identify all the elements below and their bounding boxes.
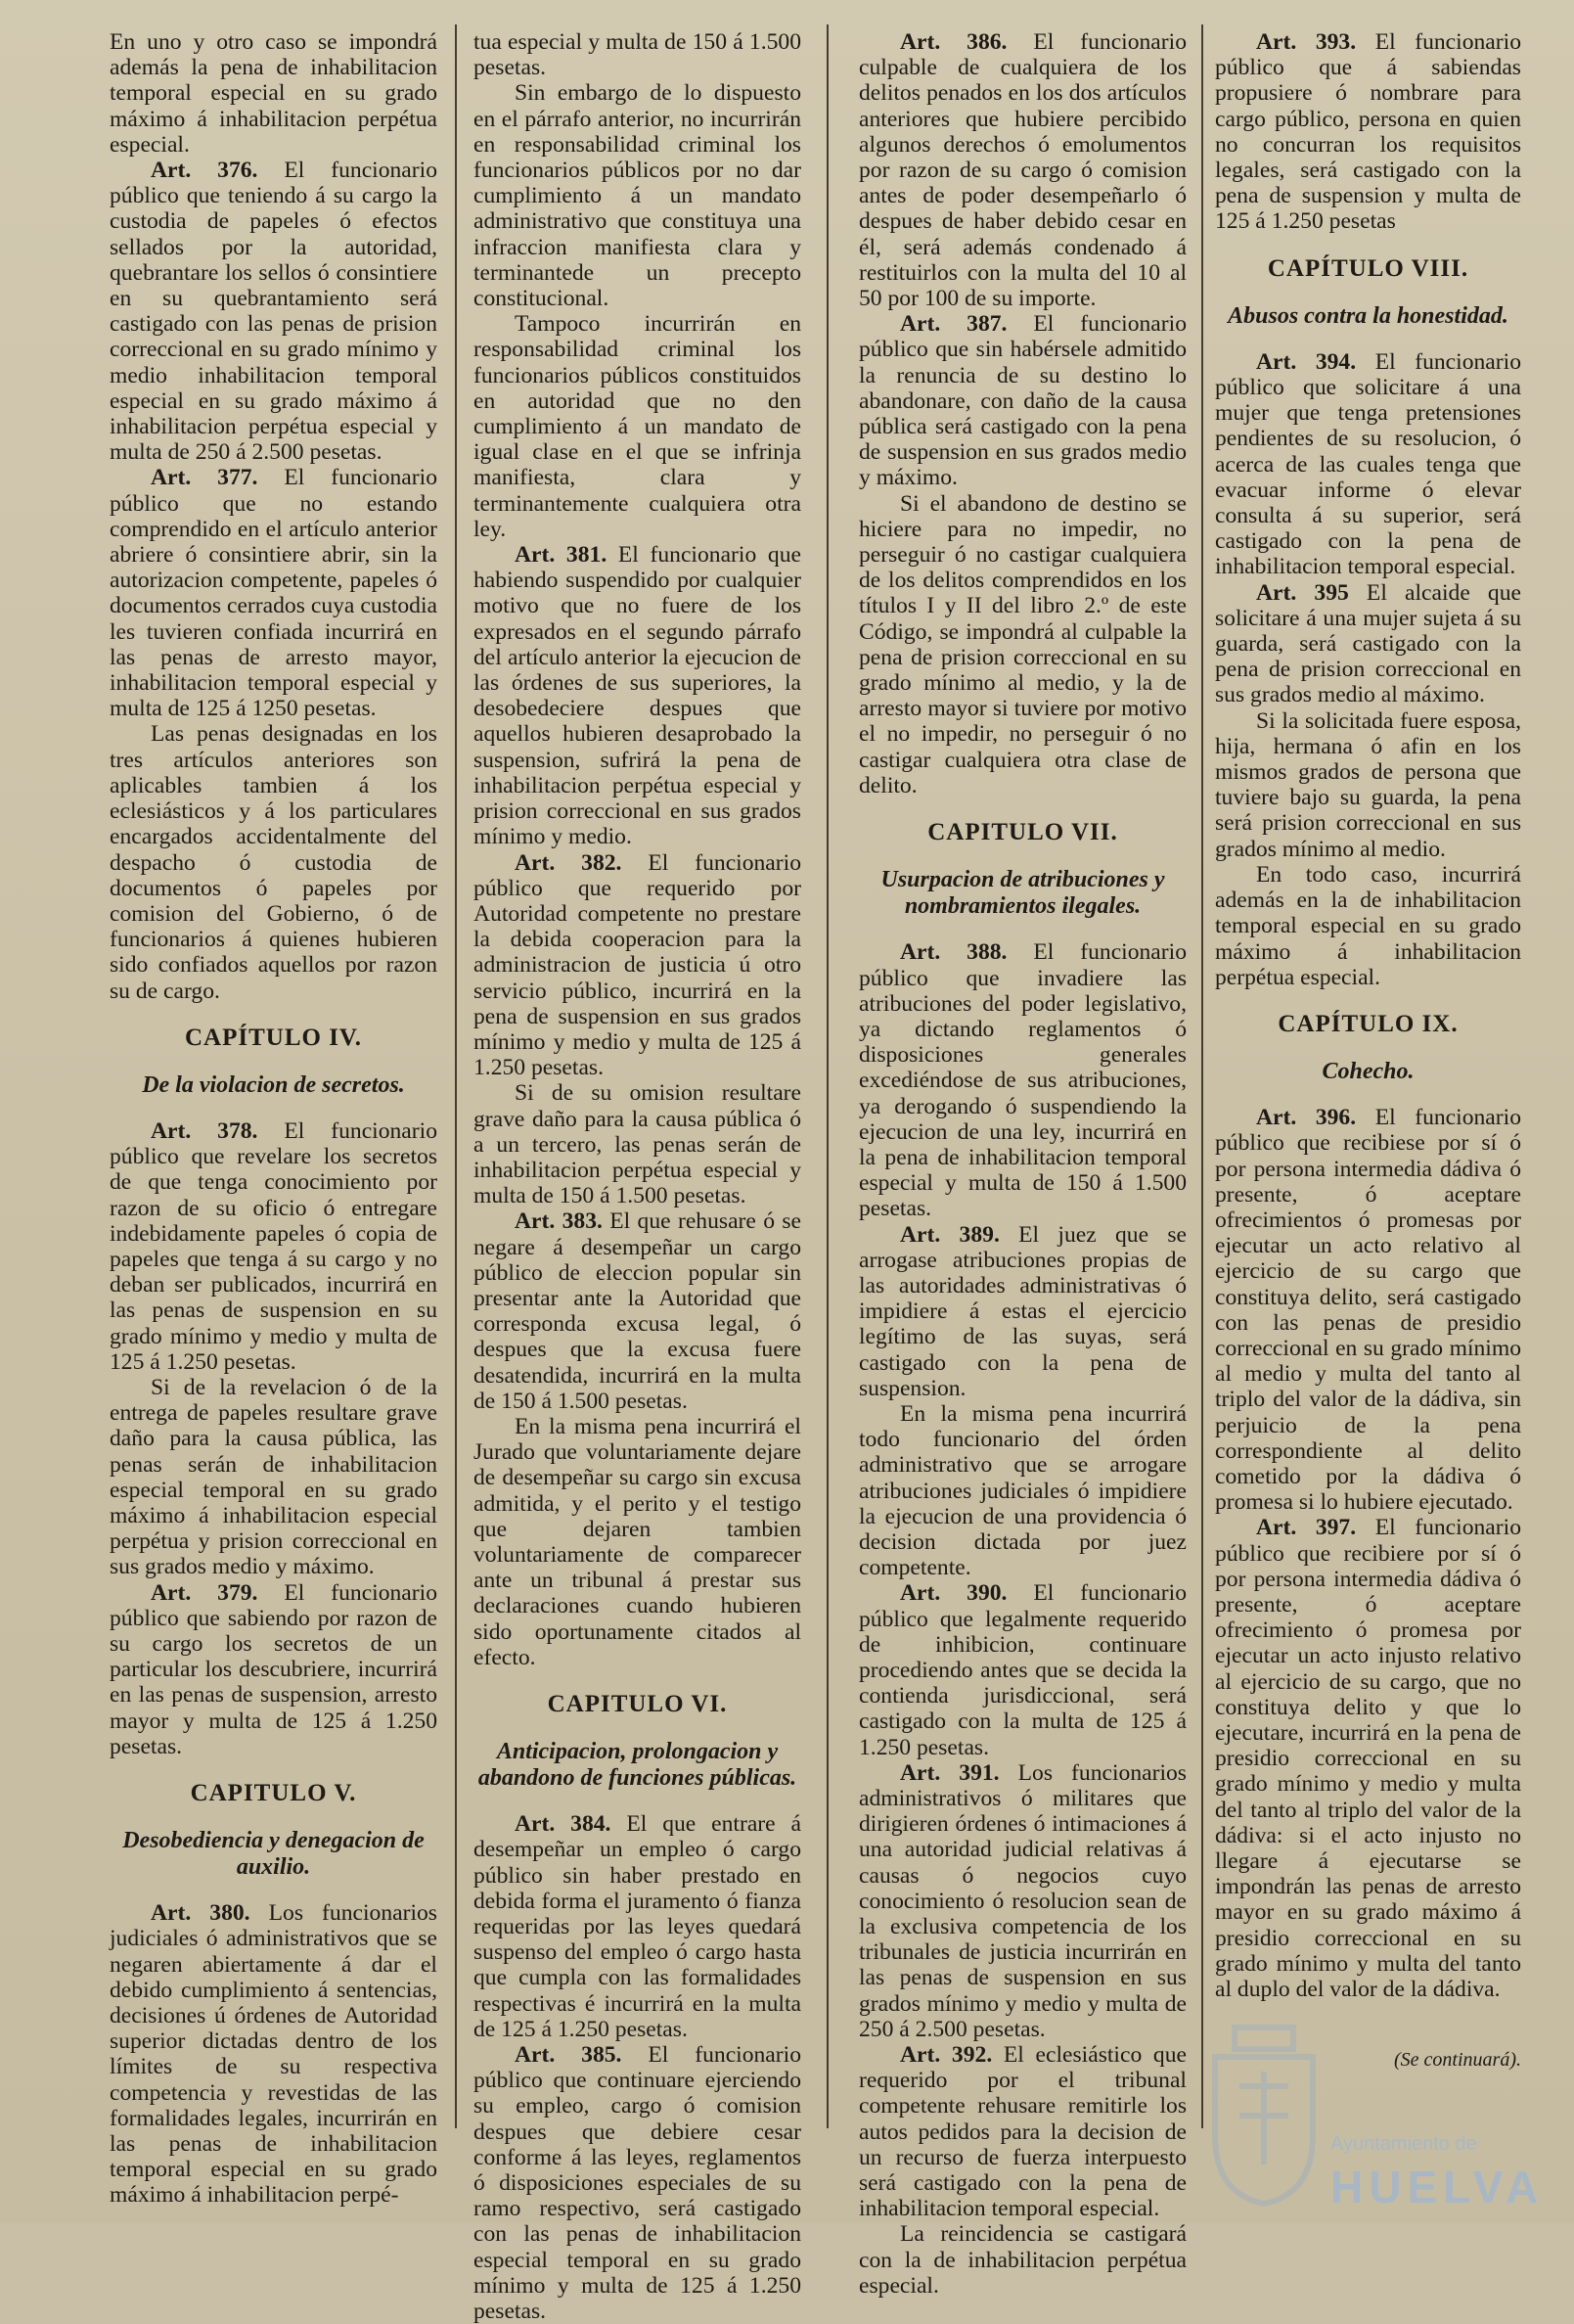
chapter-heading: CAPITULO VII. xyxy=(927,819,1118,846)
article-number: Art. 377. xyxy=(151,465,258,491)
paragraph xyxy=(1215,862,1521,990)
article-paragraph xyxy=(859,311,1187,490)
paragraph-text: El eclesiástico que requerido por el tribunal competente rehusare remitirle los autos pedidos para la decision de un recurso de fuerza interpuesto será castigado con la pena de inhabilitacion temporal especial. xyxy=(859,2042,1187,2222)
paragraph-text: El funcionario público que continuare ejerciendo su empleo, cargo ó comision despues que debiere cesar conforme á las leyes, reglamentos ó disposiciones especiales de su ramo respectivo, será castigado con las penas de inhabilitacion especial temporal en su grado mínimo y multa de 125 á 1.250 pesetas. xyxy=(473,2042,801,2324)
article-number: Art. 391. xyxy=(900,1759,1000,1786)
paragraph-text: La reincidencia se castigará con la de inhabilitacion perpétua especial. xyxy=(859,2221,1187,2299)
paragraph-text: Si de su omision resultare grave daño para la causa pública ó a un tercero, las penas serán de inhabilitacion perpétua especial y multa de 150 á 1.500 pesetas. xyxy=(473,1080,801,1209)
paragraph xyxy=(1215,708,1521,862)
paragraph-text: El alcaide que solicitare á una mujer sujeta á su guarda, será castigado con la pena de prision correccional en sus grados medio al máximo. xyxy=(1215,579,1521,708)
paragraph-text: El funcionario público que solicitare á una mujer que tenga pretensiones pendientes de su resolucion, ó acerca de las cuales tenga que evacuar informe ó elevar consulta á su superior, será castigado con la pena de inhabilitacion temporal especial. xyxy=(1215,348,1521,580)
paragraph-text: Si de la revelacion ó de la entrega de papeles resultare grave daño para la causa pública, las penas serán de inhabilitacion especial temporal en su grado máximo á inhabilitacion especial perpétua y prision correccional en sus grados medio y máximo. xyxy=(110,1374,437,1580)
article-number: Art. 385. xyxy=(515,2042,622,2069)
column-divider-2 xyxy=(827,24,829,2128)
article-paragraph xyxy=(1215,29,1521,235)
chapter-subtitle: Anticipacion, prolongacion y abandono de funciones públicas. xyxy=(477,1739,797,1792)
paragraph xyxy=(473,1080,801,1208)
paragraph-text: El funcionario público que recibiese por sí ó por persona intermedia dádiva ó presente, ó aceptare ofrecimientos ó promesas por ejecutar un acto relativo al ejercicio de su cargo que constituya delito, será castigado con las penas de presidio correccional en su grado mínimo al medio y multa del tanto al triplo del valor de la dádiva, sin perjuicio de la pena correspondiente al delito cometido por la dádiva ó promesa si lo hubiere ejecutado. xyxy=(1215,1105,1521,1516)
paragraph-text: El funcionario público que teniendo á su cargo la custodia de papeles ó efectos sellados por la autoridad, quebrantare los sellos ó consintiere en su quebrantamiento será castigado con las penas de prision correccional en su grado mínimo y medio inhabilitacion temporal especial en su grado máximo á inhabilitacion perpétua especial y multa de 250 á 2.500 pesetas. xyxy=(110,158,437,466)
paragraph-text: Tampoco incurrirán en responsabilidad criminal los funcionarios públicos constituidos en autoridad que no den cumplimiento á un mandato de igual clase en el que se infrinja manifiesta, clara y terminantemente cualquiera otra ley. xyxy=(473,311,801,542)
article-paragraph xyxy=(859,29,1187,311)
article-number: Art. 380. xyxy=(151,1900,250,1927)
paragraph-text: Los funcionarios administrativos ó militares que dirigieren órdenes ó intimaciones á una autoridad judicial relativas á causas ó negocios cuyo conocimiento ó resolucion sean de la exclusiva competencia de los tribunales de justicia incurrirán en las penas de suspension en sus grados mínimo y medio y multa de 250 á 2.500 pesetas. xyxy=(859,1759,1187,2042)
article-number: Art. 389. xyxy=(900,1221,1000,1248)
article-paragraph xyxy=(110,158,437,465)
article-paragraph xyxy=(110,1900,437,2208)
text-column-2 xyxy=(473,29,801,2324)
article-paragraph xyxy=(1215,1515,1521,2002)
paragraph-text: En la misma pena incurrirá el Jurado que voluntariamente dejare de desempeñar su cargo sin excusa admitida, y el perito y el testigo que dejaren tambien voluntariamente de comparecer ante un tribunal á prestar sus declaraciones cuando hubieren sido oportunamente citados al efecto. xyxy=(473,1413,801,1670)
article-paragraph xyxy=(859,1222,1187,1401)
chapter-subtitle: Cohecho. xyxy=(1322,1059,1415,1085)
article-number: Art. 392. xyxy=(900,2042,993,2069)
paragraph-text: En uno y otro caso se impondrá además la pena de inhabilitacion temporal especial en su grado máximo á inhabilitacion perpétua especial. xyxy=(110,29,437,158)
article-paragraph xyxy=(110,1580,437,1759)
paragraph-text: El funcionario público que no estando comprendido en el artículo anterior abriere ó consintiere abrir, sin la autorizacion competente, papeles ó documentos cerrados cuya custodia les tuvieren confiada incurrirá en las penas de arresto mayor, inhabilitacion temporal especial y multa de 125 á 1250 pesetas. xyxy=(110,465,437,722)
paragraph xyxy=(110,721,437,1003)
chapter-subtitle: Desobediencia y denegacion de auxilio. xyxy=(122,1828,425,1881)
column-divider-3 xyxy=(1201,24,1203,2128)
article-number: Art. 388. xyxy=(900,939,1008,966)
article-paragraph xyxy=(1215,580,1521,708)
paragraph xyxy=(859,491,1187,798)
paragraph xyxy=(859,2221,1187,2299)
article-number: Art. 394. xyxy=(1256,348,1357,375)
chapter-heading: CAPÍTULO VIII. xyxy=(1267,254,1469,282)
paragraph-text: El juez que se arrogase atribuciones propias de las autoridades administrativas ó impidiere á estas el ejercicio legítimo de las suyas, será castigado con la pena de suspension. xyxy=(859,1221,1187,1401)
article-number: Art. 379. xyxy=(151,1579,258,1606)
chapter-subtitle: Usurpacion de atribuciones y nombramientos ilegales. xyxy=(880,867,1165,920)
paragraph xyxy=(473,80,801,311)
article-paragraph xyxy=(473,850,801,1081)
paragraph xyxy=(473,311,801,542)
article-number: Art. 378. xyxy=(151,1117,258,1144)
paragraph-text: El funcionario público que sabiendo por razon de su cargo los secretos de un particular los descubriere, incurrirá en las penas de suspension, arresto mayor y multa de 125 á 1.250 pesetas. xyxy=(110,1579,437,1759)
chapter-heading: CAPITULO VI. xyxy=(547,1691,728,1717)
watermark-text: HUELVA xyxy=(1330,2162,1545,2212)
paragraph-text: El funcionario culpable de cualquiera de los delitos penados en los dos artículos anteriores que hubiere percibido algunos derechos ó emolumentos por razon de su cargo ó comision antes de poder desempeñarlo ó despues de haber debido cesar en él, será además condenado á restituirlos con la multa del 10 al 50 por 100 de su importe. xyxy=(859,29,1187,312)
article-paragraph xyxy=(859,939,1187,1221)
chapter-heading: CAPÍTULO IV. xyxy=(184,1024,363,1051)
paragraph-text: El que rehusare ó se negare á desempeñar un cargo público de eleccion popular sin presentar ante la Autoridad que corresponda excusa legal, ó despues que la excusa fuere desatendida, incurrirá en la multa de 150 á 1.500 pesetas. xyxy=(473,1208,801,1414)
continued-note: (Se continuará). xyxy=(1394,2049,1521,2072)
article-paragraph xyxy=(859,1580,1187,1759)
article-number: Art. 396. xyxy=(1256,1105,1357,1131)
article-paragraph xyxy=(473,2042,801,2324)
paragraph-text: El funcionario público que á sabiendas propusiere ó nombrare para cargo público, persona en quien no concurran los requisitos legales, será castigado con la pena de suspension y multa de 125 á 1.250 pesetas xyxy=(1215,29,1521,235)
article-paragraph xyxy=(110,1118,437,1375)
paragraph xyxy=(473,1414,801,1670)
watermark-caption: Ayuntamiento de xyxy=(1330,2133,1477,2155)
article-number: Art. 384. xyxy=(515,1811,611,1838)
paragraph-text: El funcionario que habiendo suspendido por cualquier motivo que no fuere de los expresados en el segundo párrafo del artículo anterior la ejecucion de las órdenes de sus superiores, la desobedeciere despues que aquellos hubieren desaprobado la suspension, sufrirá la pena de inhabilitacion perpétua especial y prision correccional en sus grados mínimo y medio. xyxy=(473,542,801,850)
article-number: Art. 386. xyxy=(900,29,1008,55)
chapter-heading: CAPÍTULO IX. xyxy=(1278,1010,1459,1037)
article-number: Art. 387. xyxy=(900,311,1008,338)
text-column-3 xyxy=(859,29,1187,2299)
paragraph-text: Los funcionarios judiciales ó administrativos que se negaren abiertamente á dar el debido cumplimiento á sentencias, decisiones ú órdenes de Autoridad superior dictadas dentro de los límites de su respectiva competencia y revestidas de las formalidades legales, incurrirán en las penas de inhabilitacion temporal especial en su grado máximo á inhabilitacion perpé- xyxy=(110,1900,437,2209)
paragraph-text: En la misma pena incurrirá todo funcionario del órden administrativo que se arrogare atribuciones judiciales ó impidiere la ejecucion de una providencia ó decision dictada por juez competente. xyxy=(859,1400,1187,1581)
paragraph-text: El funcionario público que revelare los secretos de que tenga conocimiento por razon de su oficio ó entregare indebidamente papeles ó copia de papeles que tenga á su cargo y no deban ser publicados, incurrirá en las penas de suspension en su grado mínimo y medio y multa de 125 á 1.250 pesetas. xyxy=(110,1117,437,1375)
article-number: Art. 393. xyxy=(1256,29,1357,55)
paragraph xyxy=(110,1375,437,1580)
article-number: Art. 397. xyxy=(1256,1515,1357,1541)
paragraph-text: El funcionario público que sin habérsele admitido la renuncia de su destino lo abandonare, con daño de la causa pública será castigado con la pena de suspension en sus grados medio y máximo. xyxy=(859,311,1187,491)
paragraph-text: El que entrare á desempeñar un empleo ó cargo público sin haber prestado en debida forma el juramento ó fianza requeridas por las leyes quedará suspenso del empleo ó cargo hasta que cumpla con las formalidades respectivas é incurrirá en la multa de 125 á 1.250 pesetas. xyxy=(473,1811,801,2042)
chapter-heading: CAPITULO V. xyxy=(190,1780,357,1806)
article-number: Art. 382. xyxy=(515,849,622,876)
article-paragraph xyxy=(1215,1105,1521,1515)
chapter-subtitle: De la violacion de secretos. xyxy=(142,1071,405,1098)
article-paragraph xyxy=(473,1811,801,2042)
article-number: Art. 395 xyxy=(1256,579,1349,606)
paragraph-text: El funcionario público que recibiere por sí ó por persona intermedia dádiva ó presente, ó aceptare ofrecimiento ó promesa por ejecutar un acto injusto relativo al ejercicio de su cargo, que no constituya delito y que lo ejecutare, incurrirá en la pena de presidio correccional en su grado mínimo y medio y multa del tanto al triplo del valor de la dádiva: si el acto injusto no llegare á ejecutarse se impondrán las penas de arresto mayor en su grado máximo á presidio correccional en su grado mínimo y multa del tanto al duplo del valor de la dádiva. xyxy=(1215,1515,1521,2003)
article-paragraph xyxy=(473,542,801,849)
article-paragraph xyxy=(1215,349,1521,580)
paragraph-text: Sin embargo de lo dispuesto en el párrafo anterior, no incurrirán en responsabilidad criminal los funcionarios públicos por no dar cumplimiento á un mandato administrativo que constituya una infraccion manifiesta clara y terminantede un precepto constitucional. xyxy=(473,80,801,312)
article-paragraph xyxy=(473,1208,801,1414)
text-column-1 xyxy=(110,29,437,2209)
paragraph-text: El funcionario público que invadiere las atribuciones del poder legislativo, ya dictando reglamentos ó disposiciones generales excediéndose de sus atribuciones, ya derogando ó suspendiendo la ejecucion de una ley, incurrirá en la pena de inhabilitacion temporal especial y multa de 150 á 1.500 pesetas. xyxy=(859,939,1187,1222)
article-paragraph xyxy=(110,465,437,721)
paragraph-text: Las penas designadas en los tres artículos anteriores son aplicables tambien á los eclesiásticos y á los particulares encargados accidentalmente del despacho ó custodia de documentos ó papeles por comision del Gobierno, ó de funcionarios á quienes hubieren sido confiados aquellos por razon su de cargo. xyxy=(110,721,437,1004)
paragraph xyxy=(473,29,801,80)
article-number: Art. 376. xyxy=(151,158,258,184)
paragraph-text: En todo caso, incurrirá además en la de inhabilitacion temporal especial en su grado máximo á inhabilitacion perpétua especial. xyxy=(1215,861,1521,990)
paragraph-text: tua especial y multa de 150 á 1.500 pesetas. xyxy=(473,29,801,81)
text-column-4 xyxy=(1215,29,1521,2073)
paragraph-text: El funcionario público que legalmente requerido de inhibicion, continuare procediendo antes que se decida la contienda jurisdiccional, será castigado con la multa de 125 á 1.250 pesetas. xyxy=(859,1580,1187,1760)
paragraph xyxy=(859,1401,1187,1580)
chapter-subtitle: Abusos contra la honestidad. xyxy=(1228,302,1508,329)
article-paragraph xyxy=(859,2042,1187,2221)
paragraph xyxy=(110,29,437,158)
column-divider-1 xyxy=(455,24,457,2128)
paragraph-text: Si el abandono de destino se hiciere para no impedir, no perseguir ó no castigar cualquiera de los delitos comprendidos en los títulos I y II del libro 2.º de este Código, se impondrá al culpable la pena de prision correccional en su grado mínimo al medio, y la de arresto mayor si tuviere por motivo el no impedir, no perseguir ó no castigar cualquiera otra clase de delito. xyxy=(859,490,1187,798)
article-number: Art. 390. xyxy=(900,1580,1008,1607)
article-number: Art. 381. xyxy=(515,542,607,569)
paragraph-text: El funcionario público que requerido por Autoridad competente no prestare la debida cooperacion para la administracion de justicia ú otro servicio público, incurrirá en la pena de suspension en sus grados mínimo y medio y multa de 125 á 1.250 pesetas. xyxy=(473,849,801,1081)
article-paragraph xyxy=(859,1760,1187,2042)
article-number: Art. 383. xyxy=(515,1208,603,1235)
paragraph-text: Si la solicitada fuere esposa, hija, hermana ó afin en los mismos grados de persona que tuviere bajo su guarda, la pena será prision correccional en sus grados mínimo al medio. xyxy=(1215,707,1521,862)
